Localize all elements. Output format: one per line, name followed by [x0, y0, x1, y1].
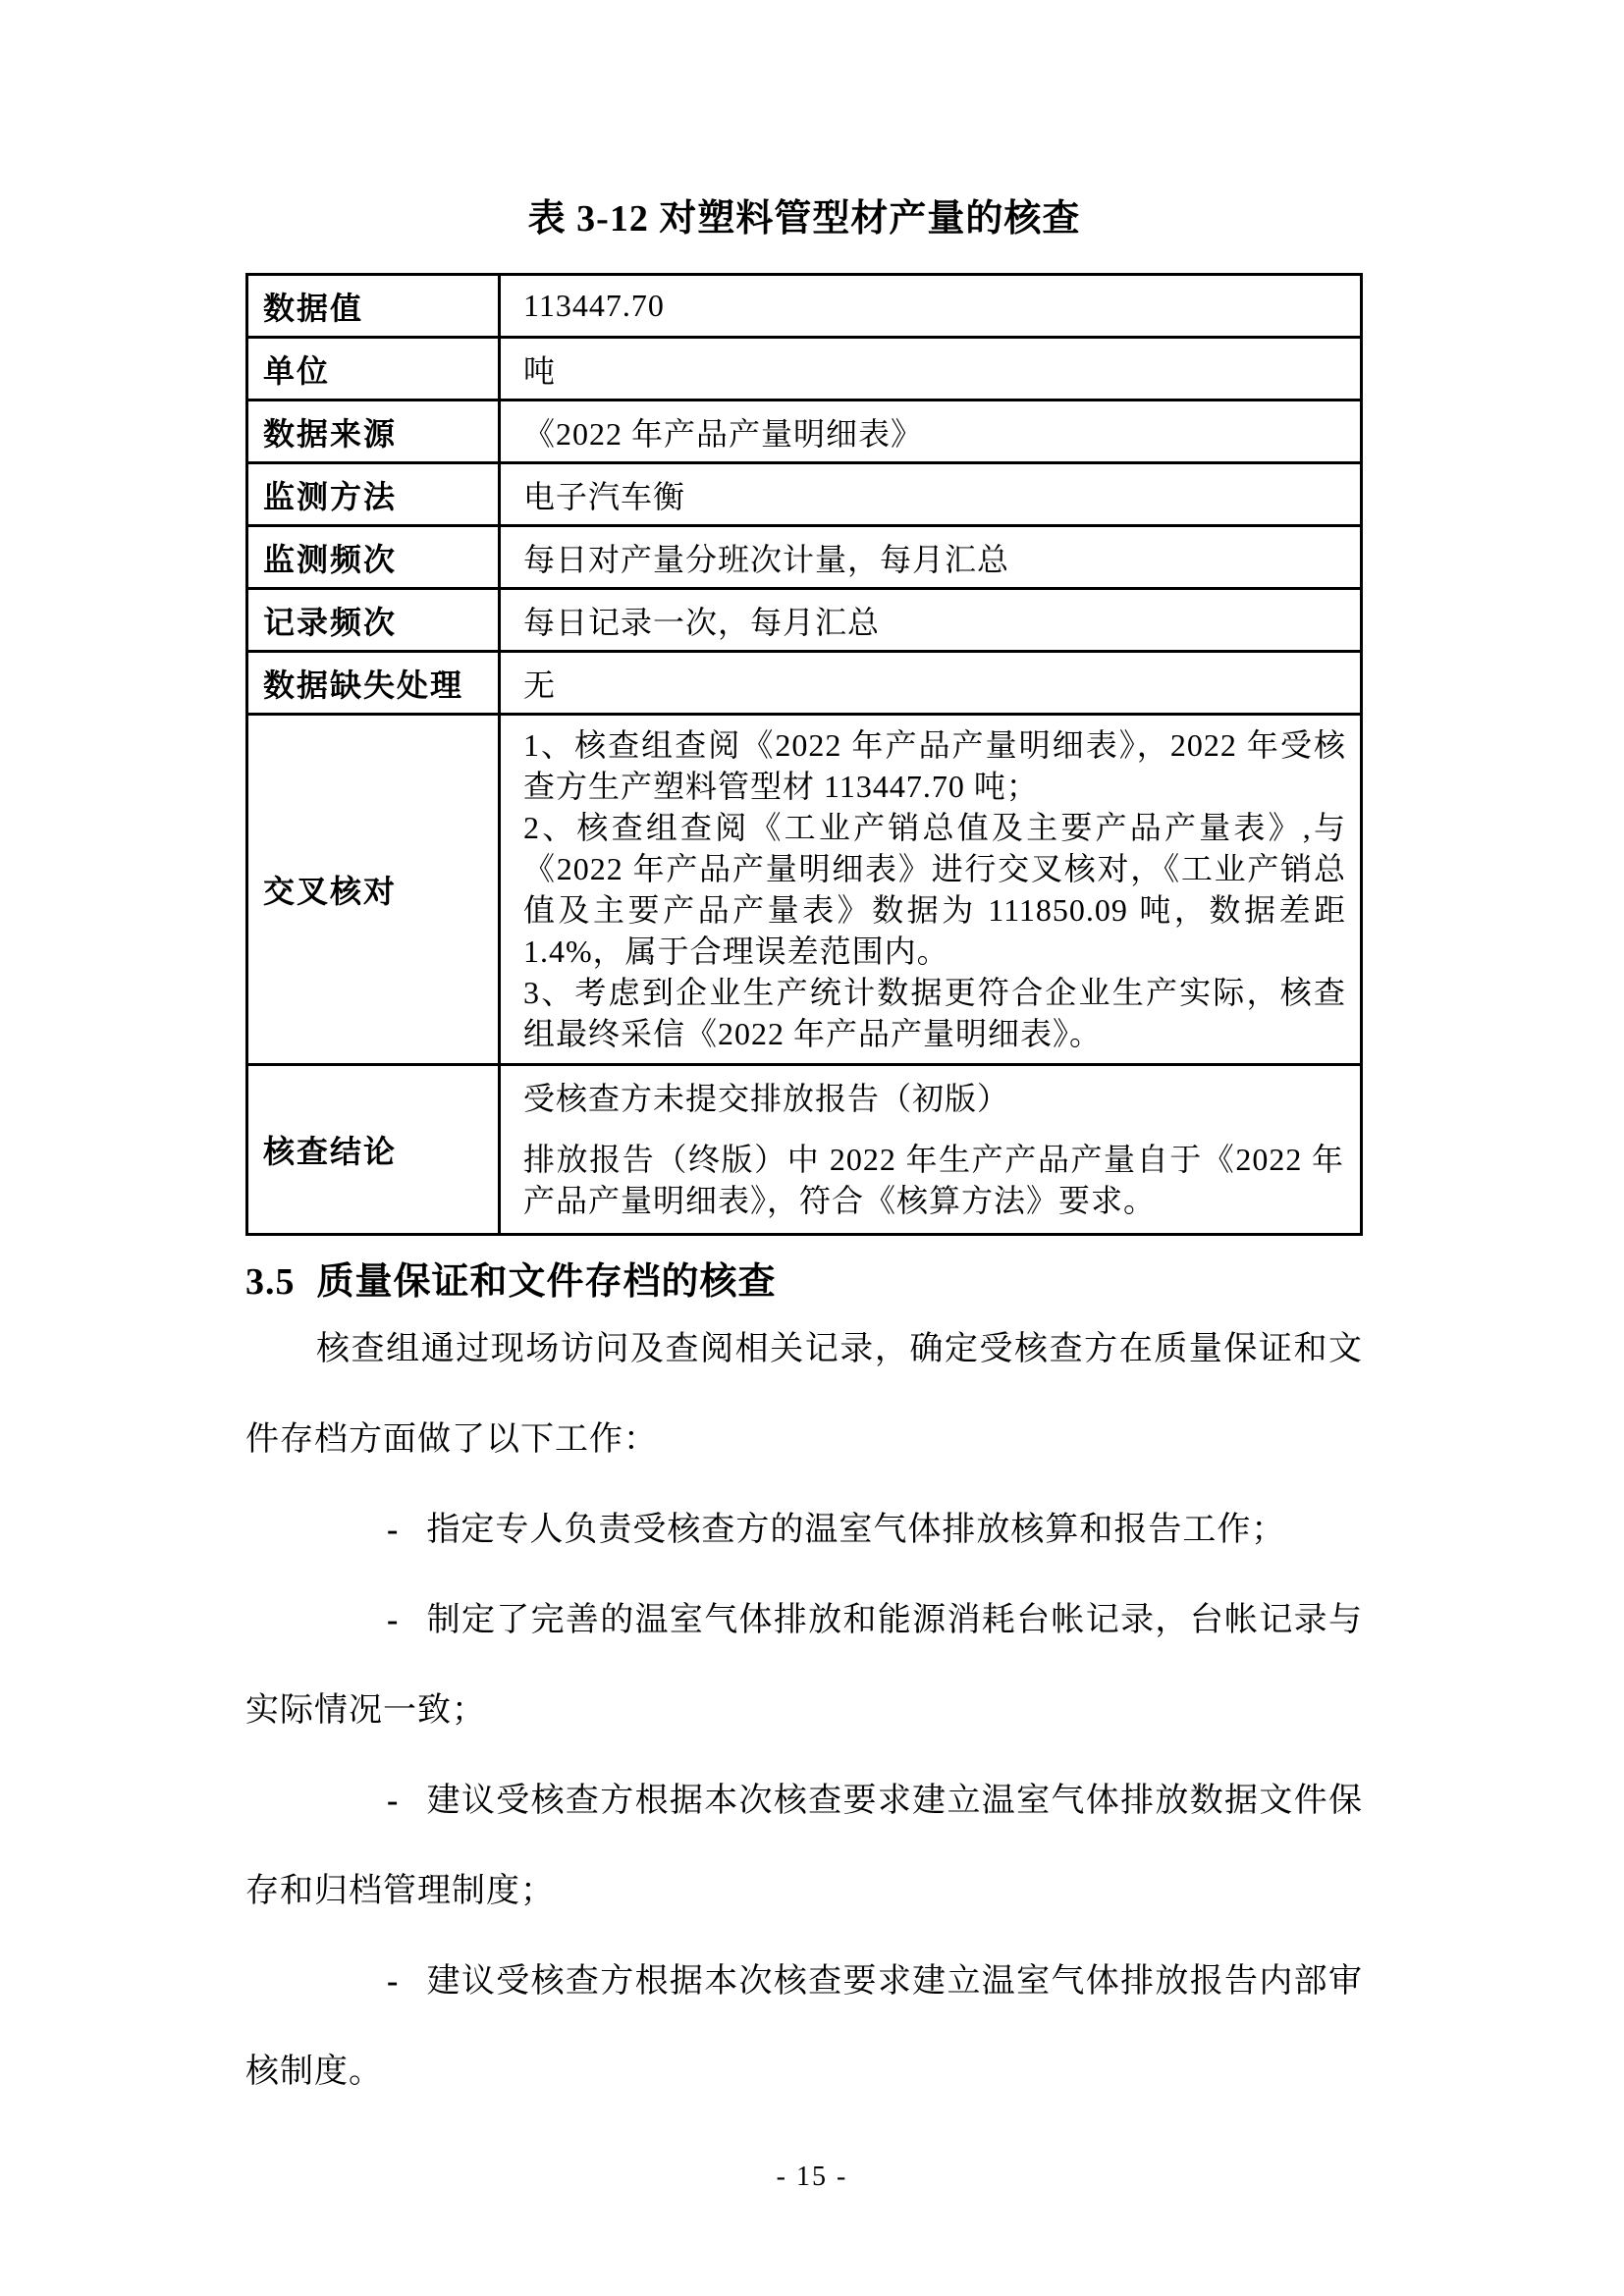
row-label: 单位: [247, 338, 500, 400]
bullet-item: [245, 1937, 1363, 2117]
row-label: 核查结论: [247, 1065, 500, 1235]
row-value: 无: [500, 652, 1362, 715]
table-row-monitor-frequency: [247, 526, 1362, 589]
table-row-unit: [247, 338, 1362, 400]
row-value: [500, 1065, 1362, 1235]
row-label: 监测频次: [247, 526, 500, 589]
table-row-cross-check: [247, 715, 1362, 1065]
verification-table: [245, 273, 1363, 1236]
row-value: 《2022 年产品产量明细表》: [500, 400, 1362, 463]
row-label: 数据值: [247, 275, 500, 338]
page-content: [245, 0, 1363, 2117]
row-value: 每日记录一次，每月汇总: [500, 589, 1362, 652]
bullet-text: 指定专人负责受核查方的温室气体排放核算和报告工作；: [426, 1512, 1286, 1548]
row-label: 数据来源: [247, 400, 500, 463]
bullet-marker: -: [387, 1783, 400, 1819]
page-number: - 15 -: [776, 2162, 848, 2192]
bullet-item: [245, 1575, 1363, 1756]
row-label: 监测方法: [247, 463, 500, 526]
bullet-text: 建议受核查方根据本次核查要求建立温室气体排放数据文件保存和归档管理制度；: [245, 1783, 1363, 1909]
bullet-marker: -: [387, 1602, 400, 1638]
bullet-marker: -: [387, 1963, 400, 2000]
cross-check-item: 3、考虑到企业生产统计数据更符合企业生产实际，核查组最终采信《2022 年产品产量明细表》。: [523, 975, 1346, 1051]
cross-check-item: 2、核查组查阅《工业产销总值及主要产品产量表》,与《2022 年产品产量明细表》进行交叉核对，《工业产销总值及主要产品产量表》数据为 111850.09 吨，数据差距 1.4%，属于合理误差范围内。: [523, 810, 1346, 969]
section-title: 质量保证和文件存档的核查: [316, 1261, 777, 1303]
table-row-conclusion: [247, 1065, 1362, 1235]
bullet-text: 建议受核查方根据本次核查要求建立温室气体排放报告内部审核制度。: [245, 1963, 1363, 2090]
row-label: 交叉核对: [247, 715, 500, 1065]
bullet-text: 制定了完善的温室气体排放和能源消耗台帐记录，台帐记录与实际情况一致；: [245, 1602, 1363, 1729]
row-value: 电子汽车衡: [500, 463, 1362, 526]
intro-paragraph: 核查组通过现场访问及查阅相关记录，确定受核查方在质量保证和文件存档方面做了以下工作：: [245, 1331, 1363, 1458]
row-label: 记录频次: [247, 589, 500, 652]
bullet-item: [245, 1756, 1363, 1937]
table-row-record-frequency: [247, 589, 1362, 652]
table-title: 表 3-12 对塑料管型材产量的核查: [527, 198, 1081, 240]
row-value: 每日对产量分班次计量，每月汇总: [500, 526, 1362, 589]
table-row-missing-data: [247, 652, 1362, 715]
conclusion-paragraph: 受核查方未提交排放报告（初版）: [523, 1081, 1010, 1116]
conclusion-paragraph: 排放报告（终版）中 2022 年生产产品产量自于《2022 年产品产量明细表》，符合《核算方法》要求。: [523, 1142, 1344, 1218]
bullet-item: [245, 1485, 1363, 1575]
row-value: [500, 715, 1362, 1065]
cross-check-item: 1、核查组查阅《2022 年产品产量明细表》，2022 年受核查方生产塑料管型材 113447.70 吨；: [523, 727, 1346, 804]
table-row-data-value: [247, 275, 1362, 338]
row-label: 数据缺失处理: [247, 652, 500, 715]
table-row-monitor-method: [247, 463, 1362, 526]
bullet-marker: -: [387, 1512, 400, 1548]
section-number: 3.5: [245, 1261, 296, 1303]
section-heading: [245, 1259, 1363, 1305]
row-value: 吨: [500, 338, 1362, 400]
row-value: 113447.70: [500, 275, 1362, 338]
table-row-data-source: [247, 400, 1362, 463]
